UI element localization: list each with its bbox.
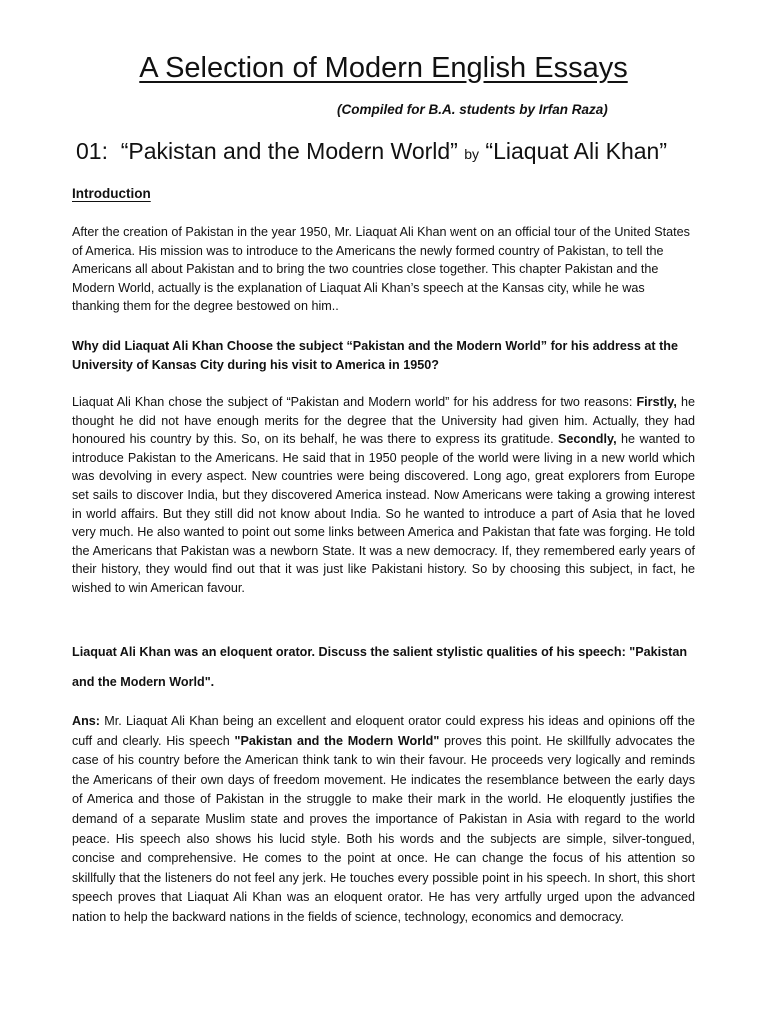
essay-author: “Liaquat Ali Khan” bbox=[485, 138, 667, 164]
answer-1-paragraph bbox=[72, 393, 695, 598]
chapter-heading bbox=[76, 138, 667, 165]
answer-1-text-part-1: Liaquat Ali Khan chose the subject of “Pakistan and Modern world” for his address for two reasons: bbox=[72, 395, 637, 409]
question-2: Liaquat Ali Khan was an eloquent orator. Discuss the salient stylistic qualities of his speech: "Pakistan and the Modern World". bbox=[72, 645, 688, 689]
intro-paragraph: After the creation of Pakistan in the year 1950, Mr. Liaquat Ali Khan went on an official tour of the United States of America. His mission was to introduce to the Americans the newly formed country of Pakistan, to tell the Americans all about Pakistan and to bring the two countries close together. This chapter Pakistan and the Modern World, actually is the explanation of Liaquat Ali Khan’s speech at the Kansas city, while he was thanking them for the degree bestowed on him.. bbox=[72, 225, 690, 314]
essay-title: “Pakistan and the Modern World” bbox=[120, 138, 458, 164]
secondly-label: Secondly, bbox=[558, 432, 617, 447]
compiled-by-note: (Compiled for B.A. students by Irfan Raza) bbox=[337, 102, 608, 117]
section-heading-introduction: Introduction bbox=[72, 186, 151, 201]
firstly-label: Firstly, bbox=[636, 395, 677, 409]
answer-2-text-part-2: proves this point. He skillfully advocates the case of his country before the American think tank to win their favour. He proceeds very logically and reminds the Americans of their own days of freedom movement. He indicates the resemblance between the early days of America and those of Pakistan in the struggle to make their mark in the world. He eloquently justifies the demand of a separate Muslim state and proves the importance of Pakistan in Asia with regard to the world peace. His speech also shows his lucid style. Both his words and the subjects are simple, silver-tongued, concise and comprehensive. He comes to the point at once. He can change the focus of his attention so skillfully that the listeners do not feel any jerk. He touches every possible point in his speech. In short, this short speech proves that Liaquat Ali Khan was an eloquent orator. He has very artfully urged upon the advanced nation to help the backward nations in the fields of science, technology, economics and democracy. bbox=[72, 733, 695, 924]
ans-label: Ans: bbox=[72, 714, 100, 728]
answer-2-text-part-1: Mr. Liaquat Ali Khan being an excellent and eloquent orator could express his ideas and opinions off the cuff and clearly. His speech bbox=[72, 714, 695, 748]
question-1: Why did Liaquat Ali Khan Choose the subject “Pakistan and the Modern World” for his address at the University of Kansas City during his visit to America in 1950? bbox=[72, 339, 678, 372]
answer-1-text-part-2: he thought he did not have enough merits for the degree that the University had given him. Actually, they had honoured his country by this. So, on its behalf, he was there to express its gratitude. bbox=[72, 395, 695, 447]
answer-2-paragraph bbox=[72, 712, 695, 928]
chapter-number: 01: bbox=[76, 138, 108, 164]
answer-1-text-part-3: he wanted to introduce Pakistan to the Americans. He said that in 1950 people of the world were living in a new world which was devolving in every aspect. New countries were being discovered. Long ago, great explorers from Europe set sails to discover India, but they discovered America instead. Now Americans were taking a growing interest in world affairs. But they still did not know about India. So he wanted to introduce a part of Asia that he loved very much. He also wanted to point out some links between America and Pakistan that fate was forging. He told the Americans that Pakistan was a newborn State. It was a new democracy. If, they remembered early years of their history, they would find out that it was just like Pakistani history. So by choosing this subject, in fact, he wished to win American favour. bbox=[72, 432, 695, 595]
document-title: A Selection of Modern English Essays bbox=[139, 52, 628, 84]
speech-title-bold: "Pakistan and the Modern World" bbox=[234, 733, 440, 748]
by-word: by bbox=[464, 146, 480, 162]
